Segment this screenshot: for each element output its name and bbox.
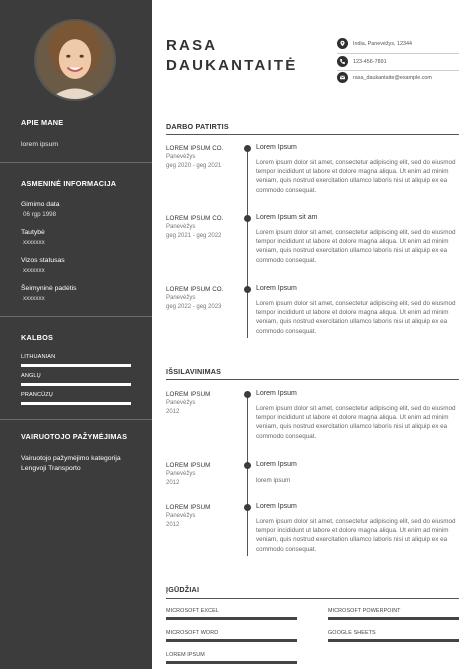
sidebar-divider bbox=[0, 419, 152, 420]
language-name: LITHUANIAN bbox=[21, 354, 56, 360]
section-rule bbox=[166, 598, 459, 599]
phone-icon bbox=[337, 56, 348, 67]
profile-photo bbox=[34, 19, 116, 101]
skill-level-bar bbox=[328, 617, 459, 620]
skill-name: GOOGLE SHEETS bbox=[328, 630, 376, 636]
language-name: PRANCŪZŲ bbox=[21, 392, 53, 398]
entry-city: Panevėžys bbox=[166, 154, 196, 160]
entry-dates: 2012 bbox=[166, 409, 180, 415]
entry-dates: geg 2020 - geg 2021 bbox=[166, 163, 222, 169]
entry-org: LOREM IPSUM bbox=[166, 462, 211, 469]
skill-level-bar bbox=[166, 661, 297, 664]
sidebar bbox=[0, 0, 152, 669]
contact-divider bbox=[337, 53, 459, 54]
entry-description: Lorem ipsum dolor sit amet, consectetur adipiscing elit, sed do eiusmod tempor incididunt ut labore et dolore magna aliqua. Ut enim ad minim veniam, quis nostrud exercitation ullamco laboris nisi ut aliquip ex ea commodo consequat. bbox=[256, 405, 456, 440]
last-name: DAUKANTAITĖ bbox=[166, 57, 298, 74]
work-title: DARBO PATIRTIS bbox=[166, 122, 229, 131]
contact-email bbox=[337, 72, 432, 83]
entry-title: Lorem Ipsum bbox=[256, 144, 297, 151]
first-name: RASA bbox=[166, 37, 218, 54]
skill-name: LOREM IPSUM bbox=[166, 652, 205, 658]
sidebar-divider bbox=[0, 316, 152, 317]
education-title: IŠSILAVINIMAS bbox=[166, 367, 222, 376]
entry-description: Lorem ipsum dolor sit amet, consectetur adipiscing elit, sed do eiusmod tempor incididunt ut labore et dolore magna aliqua. Ut enim ad minim veniam, quis nostrud exercitation ullamco laboris nisi ut aliquip ex ea commodo consequat. bbox=[256, 159, 456, 194]
languages-title: KALBOS bbox=[21, 333, 54, 342]
license-title: VAIRUOTOJO PAŽYMĖJIMAS bbox=[21, 432, 128, 441]
entry-city: Panevėžys bbox=[166, 400, 196, 406]
entry-city: Panevėžys bbox=[166, 224, 196, 230]
marital-status-value: xxxxxxx bbox=[23, 295, 45, 302]
entry-org: LOREM IPSUM CO. bbox=[166, 215, 224, 222]
entry-title: Lorem Ipsum bbox=[256, 390, 297, 397]
entry-dates: geg 2022 - geg 2023 bbox=[166, 304, 222, 310]
skill-name: MICROSOFT WORD bbox=[166, 630, 219, 636]
entry-title: Lorem Ipsum sit am bbox=[256, 214, 318, 221]
entry-title: Lorem Ipsum bbox=[256, 285, 297, 292]
entry-title: Lorem Ipsum bbox=[256, 503, 297, 510]
nationality-value: xxxxxxx bbox=[23, 239, 45, 246]
language-level-bar bbox=[21, 383, 131, 386]
skills-title: ĮGŪDŽIAI bbox=[166, 585, 200, 594]
contact-location bbox=[337, 38, 412, 49]
license-value: Lengvoji Transporto bbox=[21, 465, 81, 472]
skill-level-bar bbox=[166, 639, 297, 642]
about-title: APIE MANE bbox=[21, 118, 64, 127]
contact-divider bbox=[337, 70, 459, 71]
personal-info-title: ASMENINĖ INFORMACIJA bbox=[21, 179, 117, 188]
work-timeline bbox=[247, 146, 248, 338]
timeline-dot bbox=[244, 145, 251, 152]
entry-description: Lorem ipsum dolor sit amet, consectetur adipiscing elit, sed do eiusmod tempor incididunt ut labore et dolore magna aliqua. Ut enim ad minim veniam, quis nostrud exercitation ullamco laboris nisi ut aliquip ex ea commodo consequat. bbox=[256, 229, 456, 264]
timeline-dot bbox=[244, 391, 251, 398]
entry-org: LOREM IPSUM bbox=[166, 504, 211, 511]
entry-dates: 2012 bbox=[166, 480, 180, 486]
language-level-bar bbox=[21, 364, 131, 367]
nationality-label: Tautybė bbox=[21, 229, 45, 236]
entry-description: Lorem ipsum dolor sit amet, consectetur adipiscing elit, sed do eiusmod tempor incididunt ut labore et dolore magna aliqua. Ut enim ad minim veniam, quis nostrud exercitation ullamco laboris nisi ut aliquip ex ea commodo consequat. bbox=[256, 300, 456, 335]
birth-date-value: 06 rgp 1998 bbox=[23, 211, 57, 218]
visa-status-value: xxxxxxx bbox=[23, 267, 45, 274]
location-icon bbox=[337, 38, 348, 49]
license-label: Vairuotojo pažymėjimo kategorija bbox=[21, 455, 121, 462]
sidebar-divider bbox=[0, 162, 152, 163]
entry-dates: geg 2021 - geg 2022 bbox=[166, 233, 222, 239]
email-icon bbox=[337, 72, 348, 83]
marital-status-label: Šeimyninė padėtis bbox=[21, 285, 77, 292]
skill-name: MICROSOFT EXCEL bbox=[166, 608, 219, 614]
section-rule bbox=[166, 379, 459, 380]
entry-org: LOREM IPSUM CO. bbox=[166, 286, 224, 293]
skill-level-bar bbox=[328, 639, 459, 642]
location-text: India, Panevėžys, 12344 bbox=[353, 40, 413, 47]
entry-org: LOREM IPSUM bbox=[166, 391, 211, 398]
entry-city: Panevėžys bbox=[166, 295, 196, 301]
skill-level-bar bbox=[166, 617, 297, 620]
skill-name: MICROSOFT POWERPOINT bbox=[328, 608, 401, 614]
entry-description: lorem ipsum bbox=[256, 477, 291, 484]
entry-city: Panevėžys bbox=[166, 513, 196, 519]
education-timeline bbox=[247, 392, 248, 556]
language-name: ANGLŲ bbox=[21, 373, 41, 379]
section-rule bbox=[166, 134, 459, 135]
visa-status-label: Vizos statusas bbox=[21, 257, 65, 264]
timeline-dot bbox=[244, 286, 251, 293]
entry-city: Panevėžys bbox=[166, 471, 196, 477]
entry-description: Lorem ipsum dolor sit amet, consectetur adipiscing elit, sed do eiusmod tempor incididunt ut labore et dolore magna aliqua. Ut enim ad minim veniam, quis nostrud exercitation ullamco laboris nisi ut aliquip ex ea commodo consequat. bbox=[256, 518, 456, 553]
timeline-dot bbox=[244, 215, 251, 222]
timeline-dot bbox=[244, 462, 251, 469]
email-text: rasa_daukantaite@example.com bbox=[353, 74, 432, 81]
entry-dates: 2012 bbox=[166, 522, 180, 528]
entry-title: Lorem Ipsum bbox=[256, 461, 297, 468]
contact-phone bbox=[337, 56, 387, 67]
about-text: lorem ipsum bbox=[21, 141, 59, 148]
language-level-bar bbox=[21, 402, 131, 405]
phone-text: 123-456-7891 bbox=[353, 58, 387, 65]
timeline-dot bbox=[244, 504, 251, 511]
birth-date-label: Gimimo data bbox=[21, 201, 60, 208]
entry-org: LOREM IPSUM CO. bbox=[166, 145, 224, 152]
